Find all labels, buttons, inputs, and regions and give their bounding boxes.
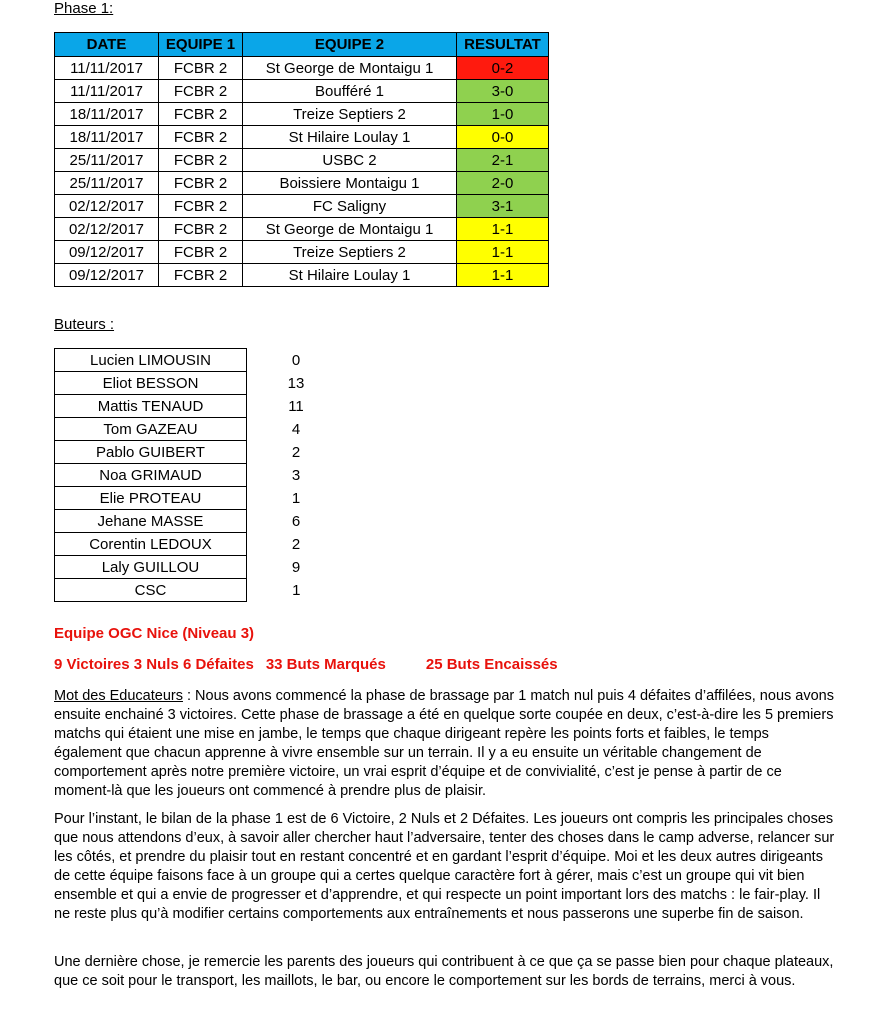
scorer-name: Noa GRIMAUD — [55, 464, 247, 487]
team-line: Equipe OGC Nice (Niveau 3) — [54, 625, 255, 642]
header-date: DATE — [55, 33, 159, 57]
match-team2: Treize Septiers 2 — [243, 241, 457, 264]
educators-label: Mot des Educateurs — [54, 688, 183, 704]
buteurs-title: Buteurs : — [54, 316, 115, 333]
scorer-row — [55, 441, 346, 464]
match-team1: FCBR 2 — [159, 172, 243, 195]
scorer-goals: 0 — [291, 351, 301, 369]
match-team1: FCBR 2 — [159, 195, 243, 218]
header-result: RESULTAT — [457, 33, 549, 57]
scorer-name: Corentin LEDOUX — [55, 533, 247, 556]
match-team2: USBC 2 — [243, 149, 457, 172]
scorer-name: Jehane MASSE — [55, 510, 247, 533]
match-date: 02/12/2017 — [55, 195, 159, 218]
record-conceded: 25 Buts Encaissés — [425, 656, 558, 673]
scorer-goals: 11 — [288, 397, 304, 415]
match-date: 09/12/2017 — [55, 241, 159, 264]
scorer-goals: 2 — [291, 443, 301, 461]
match-date: 11/11/2017 — [55, 80, 159, 103]
match-team1: FCBR 2 — [159, 149, 243, 172]
scorer-name: Laly GUILLOU — [55, 556, 247, 579]
match-result: 2-0 — [457, 172, 549, 195]
match-row — [55, 195, 549, 218]
match-date: 18/11/2017 — [55, 126, 159, 149]
scorer-row — [55, 418, 346, 441]
scorer-goals: 4 — [291, 420, 301, 438]
scorer-goals: 3 — [291, 466, 301, 484]
match-row — [55, 172, 549, 195]
match-team1: FCBR 2 — [159, 80, 243, 103]
match-team1: FCBR 2 — [159, 103, 243, 126]
match-team2: FC Saligny — [243, 195, 457, 218]
scorer-name: Eliot BESSON — [55, 372, 247, 395]
scorer-row — [55, 533, 346, 556]
scorer-row — [55, 579, 346, 602]
scorer-row — [55, 395, 346, 418]
paragraph-educators — [54, 687, 836, 801]
match-team1: FCBR 2 — [159, 218, 243, 241]
scorer-goals: 1 — [292, 581, 301, 599]
match-date: 18/11/2017 — [55, 103, 159, 126]
match-result: 2-1 — [457, 149, 549, 172]
scorer-row — [55, 510, 346, 533]
match-row — [55, 80, 549, 103]
record-scored: 33 Buts Marqués — [265, 656, 386, 673]
scorer-name: CSC — [55, 579, 247, 602]
match-result: 1-1 — [457, 241, 549, 264]
match-row — [55, 149, 549, 172]
phase-title: Phase 1: — [54, 0, 114, 17]
match-team2: Treize Septiers 2 — [243, 103, 457, 126]
header-team1: EQUIPE 1 — [159, 33, 243, 57]
match-result: 1-1 — [457, 264, 549, 287]
matches-table — [54, 32, 549, 287]
scorer-name: Mattis TENAUD — [55, 395, 247, 418]
scorer-name: Tom GAZEAU — [55, 418, 247, 441]
match-date: 11/11/2017 — [55, 57, 159, 80]
match-result: 1-1 — [457, 218, 549, 241]
scorer-goals: 6 — [291, 512, 301, 530]
match-row — [55, 57, 549, 80]
match-team2: St Hilaire Loulay 1 — [243, 264, 457, 287]
matches-header-row — [55, 33, 549, 57]
scorer-goals: 1 — [291, 489, 301, 507]
match-row — [55, 103, 549, 126]
scorer-goals: 9 — [291, 558, 301, 576]
match-team2: St George de Montaigu 1 — [243, 57, 457, 80]
scorer-name: Lucien LIMOUSIN — [55, 349, 247, 372]
scorer-name: Pablo GUIBERT — [55, 441, 247, 464]
match-result: 3-0 — [457, 80, 549, 103]
match-date: 09/12/2017 — [55, 264, 159, 287]
paragraph-assessment: Pour l’instant, le bilan de la phase 1 est de 6 Victoire, 2 Nuls et 2 Défaites. Les joueurs ont compris les principales choses que nous attendons d’eux, à savoir aller chercher haut l’adversaire, tenter des choses dans le camp adverse, relancer sur les côtés, et prendre du plaisir tout en restant concentré et en gardant l’esprit d’équipe. Moi et les deux autres dirigeants de cette équipe faisons face à un groupe qui a certes quelque caractère fort à gérer, mais c’est un groupe qui vit bien ensemble et qui a envie de progresser et d’apprendre, et qui respecte un point important lors des matchs : le fair-play. Il ne reste plus qu’à modifier certains comportements aux entraînements et nous passerons une superbe fin de saison. — [54, 811, 835, 922]
match-team1: FCBR 2 — [159, 264, 243, 287]
match-date: 02/12/2017 — [55, 218, 159, 241]
match-result: 1-0 — [457, 103, 549, 126]
scorer-goals: 13 — [287, 374, 305, 392]
educators-text: : Nous avons commencé la phase de brassage par 1 match nul puis 4 défaites d’affilées, nous avons ensuite enchainé 3 victoires. Cette phase de brassage a été en quelque sorte coupée en deux, c’est-à-dire les 5 premiers matchs qui étaient une mise en jambe, le temps que chaque dirigeant repère les points forts et faibles, le temps également que chacun apprenne à vivre ensemble sur un terrain. Il y a eu ensuite un véritable changement de comportement après notre première victoire, un vrai esprit d’équipe et de convivialité, c’est je pense à partir de ce moment-là que les joueurs ont commencé à prendre plus de plaisir. — [54, 688, 834, 799]
scorer-name: Elie PROTEAU — [55, 487, 247, 510]
match-date: 25/11/2017 — [55, 149, 159, 172]
match-result: 0-0 — [457, 126, 549, 149]
paragraph-thanks: Une dernière chose, je remercie les parents des joueurs qui contribuent à ce que ça se passe bien pour chaque plateaux, que ce soit pour le transport, les maillots, le bar, ou encore le comportement sur les bords de terrains, merci à vous. — [54, 954, 834, 989]
match-team1: FCBR 2 — [159, 126, 243, 149]
match-row — [55, 241, 549, 264]
scorer-row — [55, 464, 346, 487]
header-team2: EQUIPE 2 — [243, 33, 457, 57]
match-team2: St George de Montaigu 1 — [243, 218, 457, 241]
match-result: 3-1 — [457, 195, 549, 218]
match-team2: Boufféré 1 — [243, 80, 457, 103]
match-team2: Boissiere Montaigu 1 — [243, 172, 457, 195]
scorer-row — [55, 349, 346, 372]
match-row — [55, 264, 549, 287]
match-team1: FCBR 2 — [159, 57, 243, 80]
match-row — [55, 218, 549, 241]
scorer-row — [55, 556, 346, 579]
match-date: 25/11/2017 — [55, 172, 159, 195]
match-team2: St Hilaire Loulay 1 — [243, 126, 457, 149]
record-wdl: 9 Victoires 3 Nuls 6 Défaites — [54, 656, 254, 673]
scorer-row — [55, 372, 346, 395]
record-line — [54, 656, 558, 673]
scorers-table — [54, 348, 346, 602]
match-team1: FCBR 2 — [159, 241, 243, 264]
match-result: 0-2 — [457, 57, 549, 80]
scorer-row — [55, 487, 346, 510]
scorer-goals: 2 — [291, 535, 301, 553]
match-row — [55, 126, 549, 149]
